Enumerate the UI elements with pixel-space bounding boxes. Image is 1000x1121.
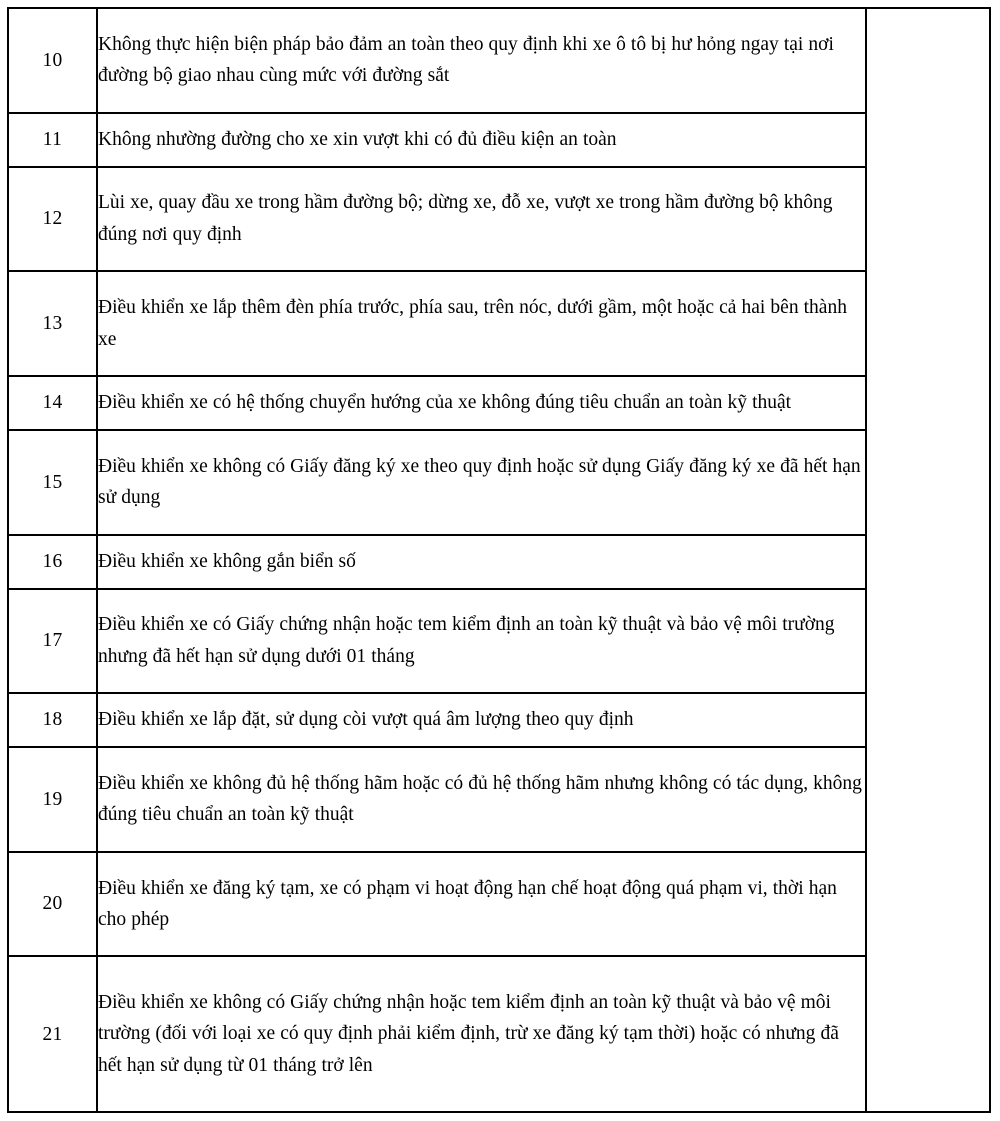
table-row [8, 589, 990, 694]
violation-description-cell [97, 747, 866, 852]
violation-description-cell [97, 535, 866, 589]
violation-index-cell: 21 [8, 956, 97, 1112]
violation-description-text: Điều khiển xe không có Giấy đăng ký xe theo quy định hoặc sử dụng Giấy đăng ký xe đã hết hạn sử dụng [98, 455, 861, 509]
violation-description-text: Không thực hiện biện pháp bảo đảm an toàn theo quy định khi xe ô tô bị hư hỏng ngay tại nơi đường bộ giao nhau cùng mức với đường sắt [98, 33, 834, 87]
table-row [8, 271, 990, 376]
violations-table-body [8, 8, 990, 1112]
violation-description-text: Điều khiển xe đăng ký tạm, xe có phạm vi hoạt động hạn chế hoạt động quá phạm vi, thời hạn cho phép [98, 877, 837, 931]
violation-index-cell: 19 [8, 747, 97, 852]
violation-description-cell [97, 376, 866, 430]
table-row [8, 376, 990, 430]
table-row [8, 535, 990, 589]
violation-description-cell [97, 271, 866, 376]
violation-description-cell [97, 956, 866, 1112]
table-row [8, 747, 990, 852]
violation-description-text: Điều khiển xe không có Giấy chứng nhận hoặc tem kiểm định an toàn kỹ thuật và bảo vệ môi trường (đối với loại xe có quy định phải kiểm định, trừ xe đăng ký tạm thời) hoặc có nhưng đã hết hạn sử dụng từ 01 tháng trở lên [98, 991, 839, 1077]
violation-description-cell [97, 8, 866, 113]
violation-index-cell: 17 [8, 589, 97, 694]
violation-index-cell: 18 [8, 693, 97, 747]
violation-index-cell: 14 [8, 376, 97, 430]
violation-description-cell [97, 589, 866, 694]
violation-description-text: Điều khiển xe không đủ hệ thống hãm hoặc có đủ hệ thống hãm nhưng không có tác dụng, không đúng tiêu chuẩn an toàn kỹ thuật [98, 772, 862, 826]
violation-description-text: Điều khiển xe lắp thêm đèn phía trước, phía sau, trên nóc, dưới gầm, một hoặc cả hai bên thành xe [98, 297, 847, 350]
violation-description-cell [97, 430, 866, 535]
violation-description-text: Không nhường đường cho xe xin vượt khi có đủ điều kiện an toàn [98, 128, 617, 150]
violation-index-cell: 10 [8, 8, 97, 113]
table-row [8, 113, 990, 167]
violation-index-cell: 11 [8, 113, 97, 167]
violations-table [7, 7, 991, 1113]
violation-description-text: Điều khiển xe có Giấy chứng nhận hoặc tem kiểm định an toàn kỹ thuật và bảo vệ môi trường nhưng đã hết hạn sử dụng dưới 01 tháng [98, 614, 835, 667]
violation-description-text: Lùi xe, quay đầu xe trong hầm đường bộ; dừng xe, đỗ xe, vượt xe trong hầm đường bộ không đúng nơi quy định [98, 192, 833, 245]
violation-index-cell: 13 [8, 271, 97, 376]
violation-description-text: Điều khiển xe lắp đặt, sử dụng còi vượt quá âm lượng theo quy định [98, 709, 634, 731]
violation-description-cell [97, 693, 866, 747]
violation-description-text: Điều khiển xe không gắn biển số [98, 550, 356, 572]
violation-penalty-cell [866, 8, 990, 1112]
violations-table-container [7, 7, 989, 1113]
violation-index-cell: 15 [8, 430, 97, 535]
violation-description-cell [97, 113, 866, 167]
violation-description-cell [97, 167, 866, 272]
violation-description-text: Điều khiển xe có hệ thống chuyển hướng của xe không đúng tiêu chuẩn an toàn kỹ thuật [98, 392, 792, 414]
violation-index-cell: 12 [8, 167, 97, 272]
table-row [8, 693, 990, 747]
table-row [8, 430, 990, 535]
table-row [8, 8, 990, 113]
table-row [8, 167, 990, 272]
violation-description-cell [97, 852, 866, 957]
violation-index-cell: 16 [8, 535, 97, 589]
table-row [8, 956, 990, 1112]
table-row [8, 852, 990, 957]
violation-index-cell: 20 [8, 852, 97, 957]
